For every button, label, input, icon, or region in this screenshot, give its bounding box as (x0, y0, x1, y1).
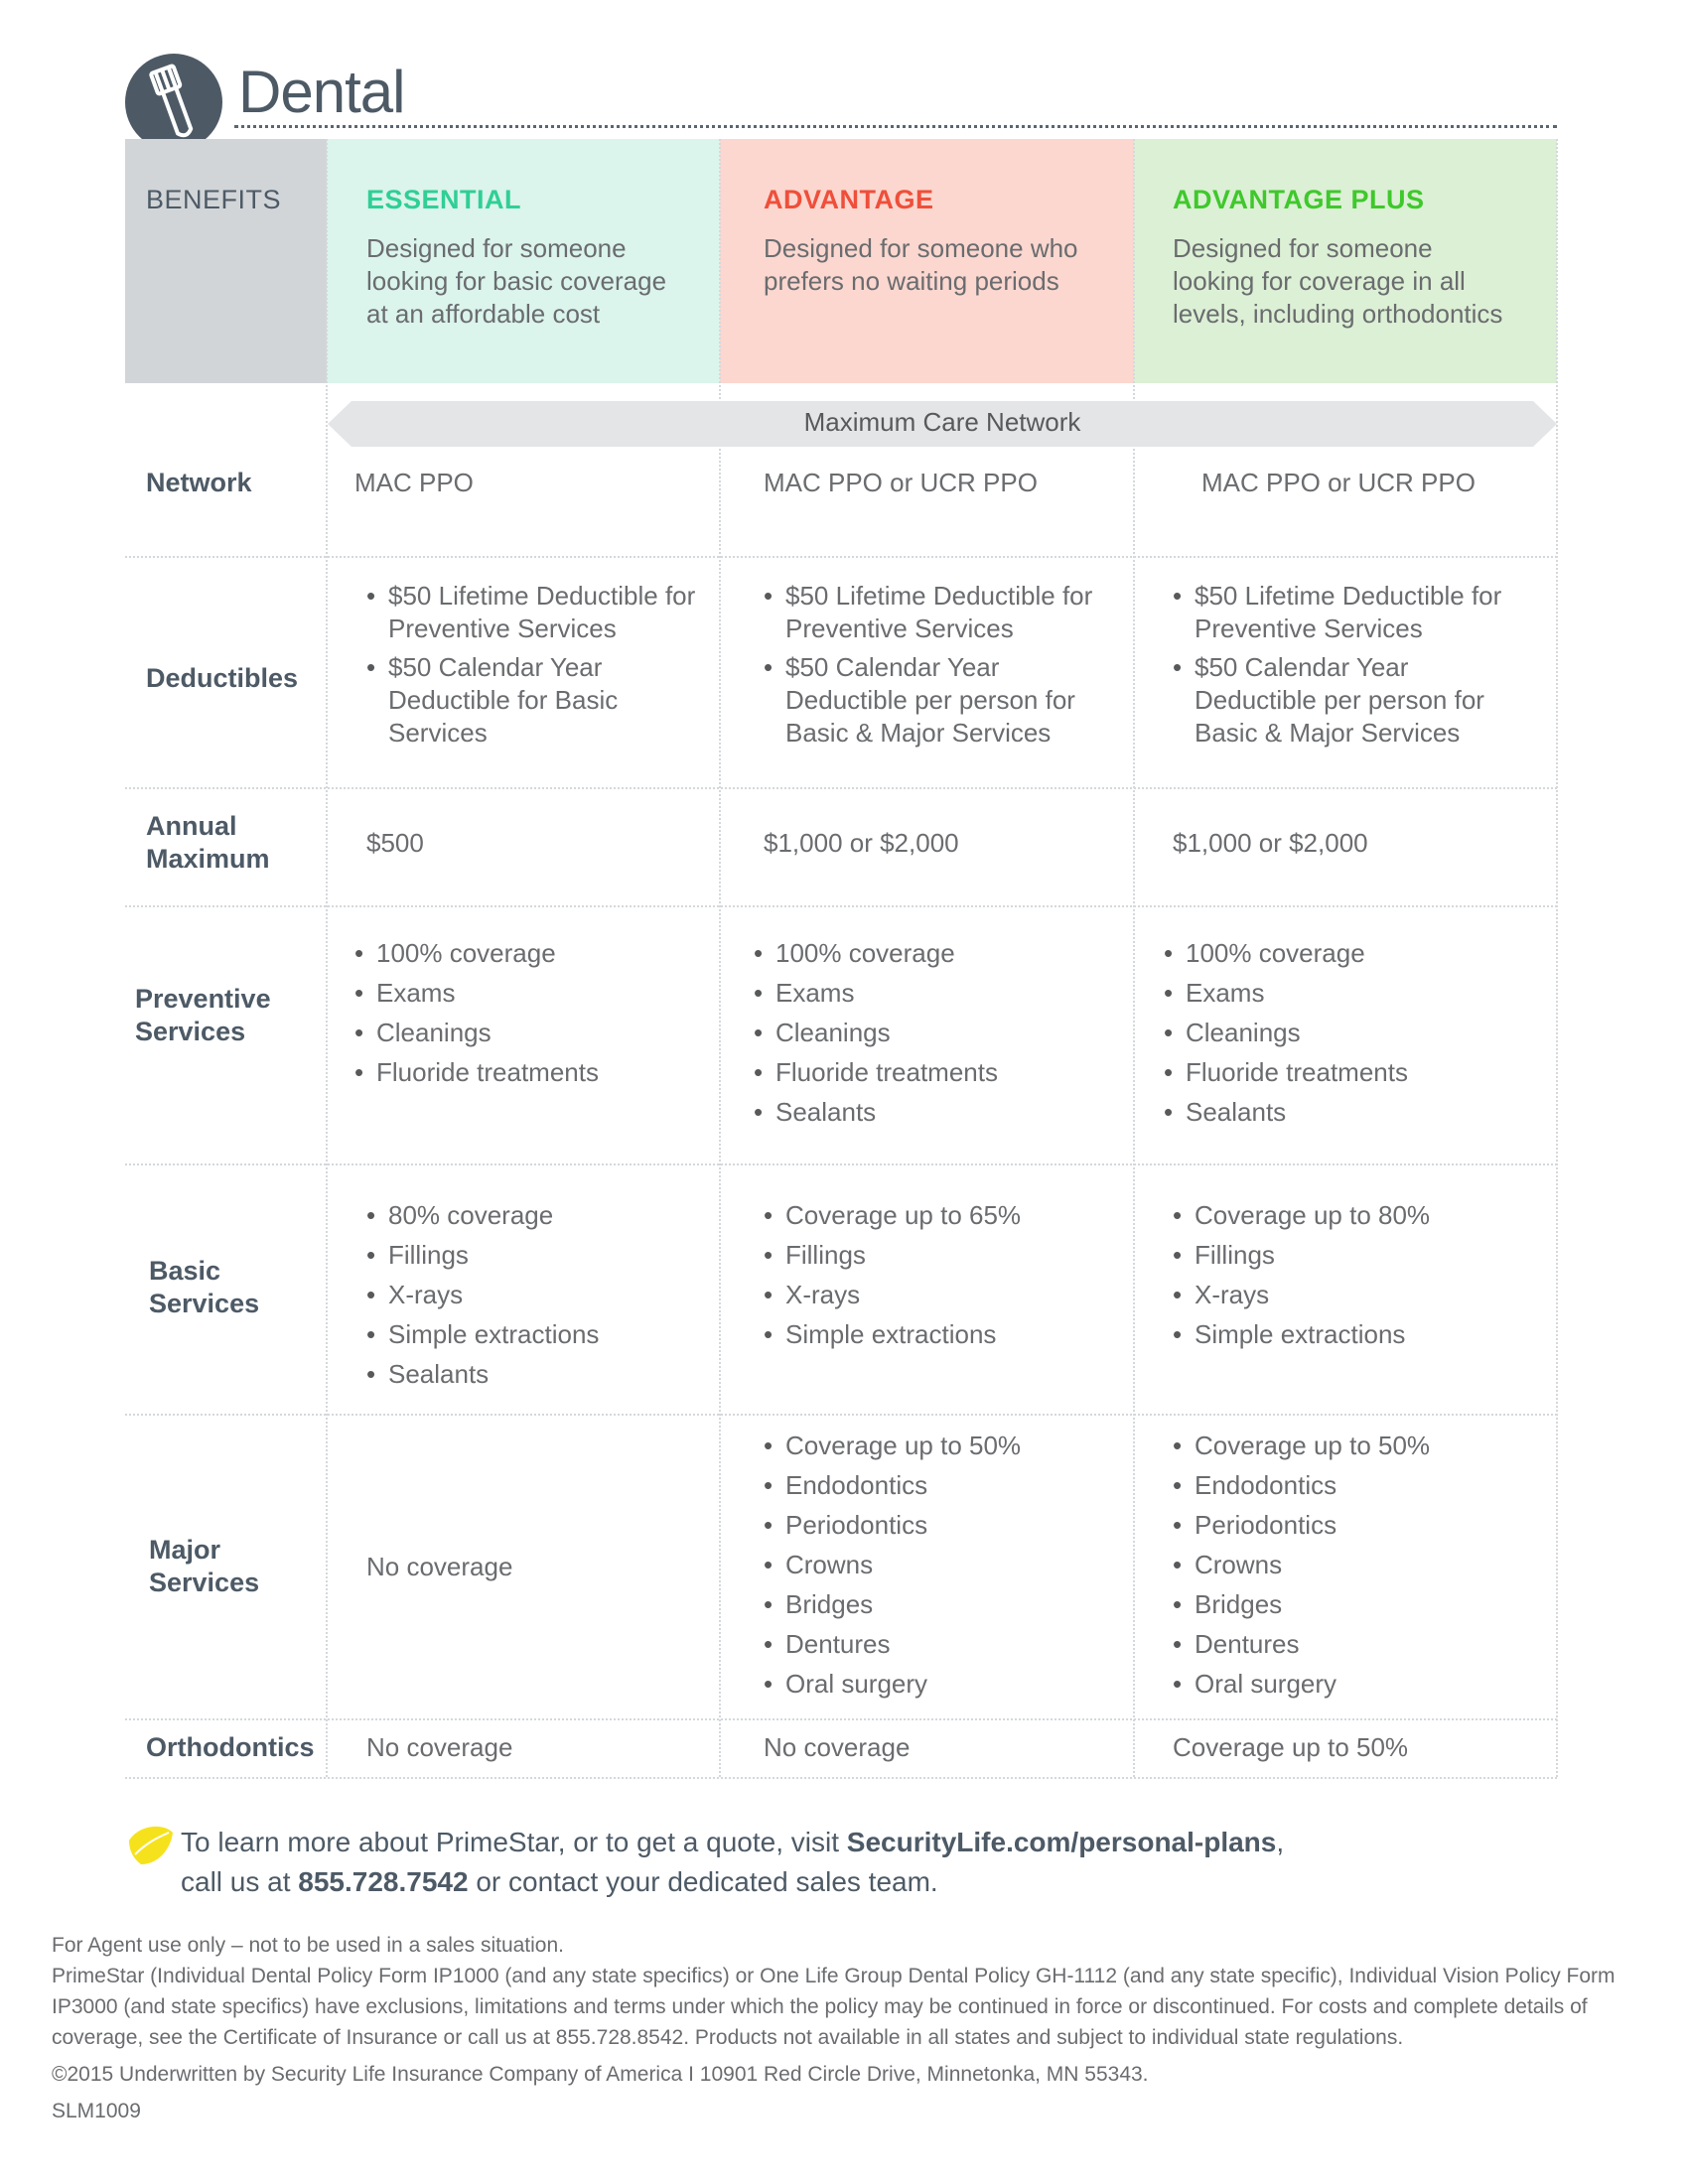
list-item: • Fillings (764, 1239, 1021, 1272)
benefits-header-cell (125, 139, 327, 383)
list-item: • $50 Calendar Year Deductible per person for Basic & Major Services (1173, 651, 1530, 750)
page-title: Dental (238, 59, 405, 125)
list-item: • Fluoride treatments (754, 1056, 998, 1089)
row-divider (125, 787, 1557, 789)
row-divider (125, 1163, 1557, 1165)
list-item: • Crowns (764, 1549, 1021, 1581)
deductibles-essential (366, 580, 704, 750)
list-item: • 100% coverage (754, 937, 998, 970)
basic-advantage (764, 1199, 1021, 1358)
list-item: • Bridges (764, 1588, 1021, 1621)
ortho-essential: No coverage (366, 1732, 513, 1762)
row-divider (125, 1718, 1557, 1720)
row-label-network: Network (146, 468, 252, 497)
phone-number: 855.728.7542 (298, 1866, 469, 1897)
row-divider (125, 556, 1557, 558)
list-item: • $50 Lifetime Deductible for Preventive Services (366, 580, 704, 645)
list-item: • Bridges (1173, 1588, 1430, 1621)
row-label-orthodontics: Orthodontics (146, 1732, 315, 1762)
row-label-deductibles: Deductibles (146, 663, 299, 693)
preventive-essential (354, 937, 599, 1096)
list-item: • Crowns (1173, 1549, 1430, 1581)
list-item: • Exams (1164, 977, 1408, 1010)
plan-desc-advantage-plus: Designed for someone looking for coverage in all levels, including orthodontics (1173, 233, 1503, 329)
plan-name-advantage-plus: ADVANTAGE PLUS (1173, 185, 1425, 214)
list-item: • $50 Lifetime Deductible for Preventive Services (1173, 580, 1530, 645)
list-item: • Oral surgery (764, 1668, 1021, 1701)
list-item: • $50 Calendar Year Deductible for Basic Services (366, 651, 704, 750)
major-essential: No coverage (366, 1552, 513, 1581)
list-item: • Simple extractions (764, 1318, 1021, 1351)
policy-disclaimer: PrimeStar (Individual Dental Policy Form IP1000 (and any state specifics) or One Life Group Dental Policy GH-1112 (and any state specific), Individual Vision Policy Form IP3000 (and state specifics) have exclusions, limitations and terms under which the policy may be continued in force or discontinued. For costs and complete details of coverage, see the Certificate of Insurance or call us at 855.728.8542. Products not available in all states and subject to individual state regulations. (52, 1965, 1616, 2049)
row-label-major-services: Major Services (149, 1535, 260, 1597)
column-divider (1133, 139, 1135, 1777)
list-item: • Sealants (1164, 1096, 1408, 1129)
ortho-advantage: No coverage (764, 1732, 911, 1762)
network-essential: MAC PPO (354, 468, 474, 497)
list-item: • Endodontics (764, 1469, 1021, 1502)
list-item: • Dentures (764, 1628, 1021, 1661)
major-advantage-plus (1173, 1430, 1430, 1707)
list-item: • Simple extractions (1173, 1318, 1430, 1351)
list-item: • X-rays (366, 1279, 599, 1311)
network-advantage-plus: MAC PPO or UCR PPO (1201, 468, 1476, 497)
plan-name-advantage: ADVANTAGE (764, 185, 934, 214)
row-divider (125, 905, 1557, 907)
list-item: • 100% coverage (354, 937, 599, 970)
list-item: • Dentures (1173, 1628, 1430, 1661)
network-banner-label: Maximum Care Network (803, 407, 1081, 437)
list-item: • X-rays (764, 1279, 1021, 1311)
list-item: • Exams (754, 977, 998, 1010)
list-item: • Cleanings (754, 1017, 998, 1049)
deductibles-advantage-plus (1173, 580, 1530, 750)
column-divider (1556, 139, 1558, 1777)
column-divider (326, 139, 328, 1777)
tooth-brush-icon (125, 54, 222, 151)
website-link[interactable]: SecurityLife.com/personal-plans (846, 1827, 1277, 1857)
list-item: • 80% coverage (366, 1199, 599, 1232)
cta-text: To learn more about PrimeStar, or to get a quote, visit SecurityLife.com/personal-plans, call us at 855.728.7542 or contact your dedicated sales team. (181, 1827, 1285, 1897)
major-advantage (764, 1430, 1021, 1707)
row-label-basic-services: Basic Services (149, 1256, 260, 1318)
list-item: • Coverage up to 50% (764, 1430, 1021, 1462)
list-item: • Coverage up to 65% (764, 1199, 1021, 1232)
plan-desc-advantage: Designed for someone who prefers no waiting periods (764, 233, 1078, 296)
agent-notice: For Agent use only – not to be used in a sales situation. (52, 1934, 564, 1957)
leaf-icon (125, 1819, 177, 1870)
title-divider (234, 125, 1557, 128)
list-item: • Periodontics (1173, 1509, 1430, 1542)
annual-max-advantage: $1,000 or $2,000 (764, 828, 959, 858)
list-item: • Fluoride treatments (354, 1056, 599, 1089)
disclaimer (52, 1930, 1640, 2126)
list-item: • $50 Calendar Year Deductible per person for Basic & Major Services (764, 651, 1121, 750)
row-label-annual-maximum: Annual Maximum (146, 811, 270, 874)
deductibles-advantage (764, 580, 1121, 750)
row-divider (125, 1414, 1557, 1416)
list-item: • Simple extractions (366, 1318, 599, 1351)
annual-max-essential: $500 (366, 828, 424, 858)
list-item: • X-rays (1173, 1279, 1430, 1311)
list-item: • $50 Lifetime Deductible for Preventive Services (764, 580, 1121, 645)
plan-name-essential: ESSENTIAL (366, 185, 522, 214)
list-item: • Sealants (754, 1096, 998, 1129)
basic-essential (366, 1199, 599, 1398)
underwriter-line: ©2015 Underwritten by Security Life Insurance Company of America I 10901 Red Circle Drive, Minnetonka, MN 55343. (52, 2063, 1149, 2086)
list-item: • 100% coverage (1164, 937, 1408, 970)
list-item: • Sealants (366, 1358, 599, 1391)
list-item: • Coverage up to 80% (1173, 1199, 1430, 1232)
column-divider (719, 139, 721, 1777)
list-item: • Fluoride treatments (1164, 1056, 1408, 1089)
row-label-preventive-services: Preventive Services (135, 984, 271, 1046)
list-item: • Fillings (366, 1239, 599, 1272)
list-item: • Cleanings (1164, 1017, 1408, 1049)
plan-desc-essential: Designed for someone looking for basic coverage at an affordable cost (366, 233, 667, 329)
basic-advantage-plus (1173, 1199, 1430, 1358)
annual-max-advantage-plus: $1,000 or $2,000 (1173, 828, 1368, 858)
list-item: • Oral surgery (1173, 1668, 1430, 1701)
preventive-advantage-plus (1164, 937, 1408, 1136)
ortho-advantage-plus: Coverage up to 50% (1173, 1732, 1409, 1762)
list-item: • Periodontics (764, 1509, 1021, 1542)
list-item: • Exams (354, 977, 599, 1010)
list-item: • Fillings (1173, 1239, 1430, 1272)
row-divider (125, 1777, 1557, 1779)
form-code: SLM1009 (52, 2100, 141, 2122)
list-item: • Coverage up to 50% (1173, 1430, 1430, 1462)
list-item: • Endodontics (1173, 1469, 1430, 1502)
list-item: • Cleanings (354, 1017, 599, 1049)
preventive-advantage (754, 937, 998, 1136)
network-advantage: MAC PPO or UCR PPO (764, 468, 1038, 497)
benefits-heading: BENEFITS (146, 185, 282, 214)
